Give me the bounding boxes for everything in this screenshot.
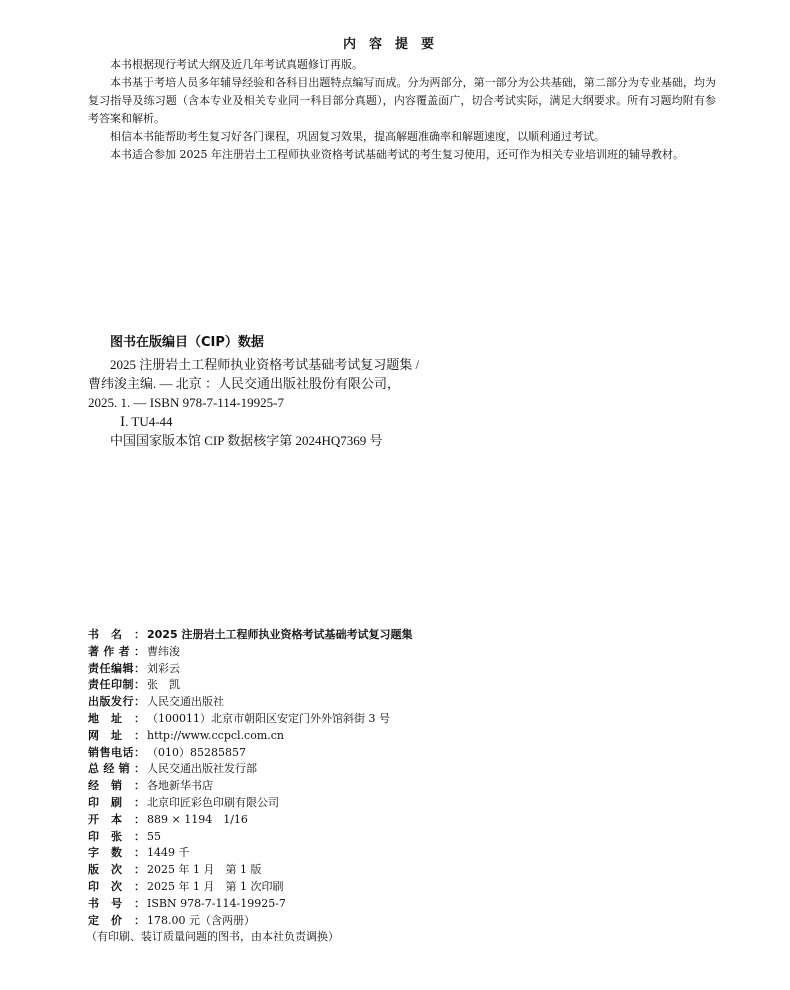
publication-row — [88, 812, 728, 829]
publication-label: 销 售 电 话 ： — [88, 745, 145, 759]
publication-value: 刘彩云 — [147, 661, 180, 675]
publication-label: 书 名 ： — [88, 628, 145, 641]
publication-label: 印 张 ： — [88, 829, 145, 843]
publication-row — [88, 778, 728, 795]
publication-label: 经 销 ： — [88, 779, 145, 793]
publication-row — [88, 694, 728, 711]
publication-label: 印 刷 ： — [88, 795, 145, 809]
publication-row — [88, 728, 728, 745]
publication-row — [88, 845, 728, 862]
publication-label: 开 本 ： — [88, 812, 145, 826]
cip-line: 曹纬浚主编. — 北京 ：人民交通出版社股份有限公司， — [88, 376, 401, 391]
publication-row — [88, 644, 728, 661]
publication-label: 责 任 编 辑 ： — [88, 661, 145, 675]
summary-paragraph: 本书根据现行考试大纲及近几年考试真题修订再版。 — [110, 58, 363, 71]
summary-paragraph: 本书基于考培人员多年辅导经验和各科目出题特点编写而成。分为两部分，第一部分为公共基础，第二部分为专业基础，均为复习指导及练习题（含本专业及相关专业同一科目部分真题），内容覆盖面广，切合考试实际，满足大纲要求。所有习题均附有参考答案和解析。 — [88, 76, 716, 125]
publication-value: （010）85285857 — [147, 745, 246, 759]
cip-line: 中国国家版本馆 CIP 数据核字第 2024HQ7369 号 — [110, 433, 383, 448]
publication-row — [88, 761, 728, 778]
publication-label: 总 经 销 ： — [88, 762, 145, 776]
publication-value: 178.00 元（含两册） — [147, 913, 255, 927]
publication-row — [88, 896, 728, 913]
publication-value: 2025 年 1 月 第 1 版 — [147, 863, 262, 877]
publication-row — [88, 913, 728, 930]
summary-paragraph: 相信本书能帮助考生复习好各门课程，巩固复习效果，提高解题准确率和解题速度，以顺利通过考试。 — [110, 130, 605, 143]
summary-body — [88, 56, 716, 164]
publication-label: 地 址 ： — [88, 711, 145, 725]
publication-row — [88, 711, 728, 728]
publication-label: 印 次 ： — [88, 879, 145, 893]
publication-value: 人民交通出版社发行部 — [147, 762, 257, 776]
publication-value: http://www.ccpcl.com.cn — [147, 728, 285, 742]
publication-row — [88, 795, 728, 812]
publication-label: 网 址 ： — [88, 728, 145, 742]
publication-row — [88, 862, 728, 879]
quality-note: （有印刷、装订质量问题的图书，由本社负责调换） — [86, 930, 339, 944]
publication-row — [88, 627, 728, 644]
publication-value: 1449 千 — [147, 846, 190, 860]
publication-label: 出 版 发 行 ： — [88, 695, 145, 709]
publication-label: 责 任 印 制 ： — [88, 678, 145, 692]
publication-row — [88, 879, 728, 896]
publication-label: 字 数 ： — [88, 846, 145, 860]
publication-label: 版 次 ： — [88, 863, 145, 877]
publication-value: 2025 注册岩土工程师执业资格考试基础考试复习题集 — [147, 628, 413, 641]
publication-value: 889 × 1194 1/16 — [147, 812, 248, 826]
publication-label: 著 作 者 ： — [88, 644, 145, 658]
summary-title: 内容提要 — [342, 37, 447, 52]
publication-value: 张 凯 — [147, 678, 180, 692]
summary-paragraph: 本书适合参加 2025 年注册岩土工程师执业资格考试基础考试的考生复习使用，还可作为相关专业培训班的辅导教材。 — [110, 148, 684, 161]
publication-row — [88, 677, 728, 694]
publication-value: 2025 年 1 月 第 1 次印刷 — [147, 879, 284, 893]
publication-value: （100011）北京市朝阳区安定门外外馆斜街 3 号 — [147, 711, 390, 725]
cip-heading: 图书在版编目（CIP）数据 — [110, 335, 264, 350]
cip-line: 2025 注册岩土工程师执业资格考试基础考试复习题集 / — [110, 357, 420, 372]
publication-value: 各地新华书店 — [147, 779, 213, 793]
publication-details — [88, 627, 728, 946]
publication-value: 55 — [147, 829, 161, 843]
publication-row — [88, 829, 728, 846]
publication-value: 北京印匠彩色印刷有限公司 — [147, 795, 279, 809]
publication-row — [88, 745, 728, 762]
cip-line: 2025. 1. — ISBN 978-7-114-19925-7 — [88, 395, 284, 410]
publication-label: 书 号 ： — [88, 896, 145, 910]
publication-value: ISBN 978-7-114-19925-7 — [147, 896, 286, 910]
publication-row — [88, 661, 728, 678]
publication-label: 定 价 ： — [88, 913, 145, 927]
cip-block — [88, 333, 508, 450]
cip-line: Ⅰ. TU4-44 — [120, 414, 173, 429]
publication-value: 曹纬浚 — [147, 644, 180, 658]
publication-value: 人民交通出版社 — [147, 695, 224, 709]
